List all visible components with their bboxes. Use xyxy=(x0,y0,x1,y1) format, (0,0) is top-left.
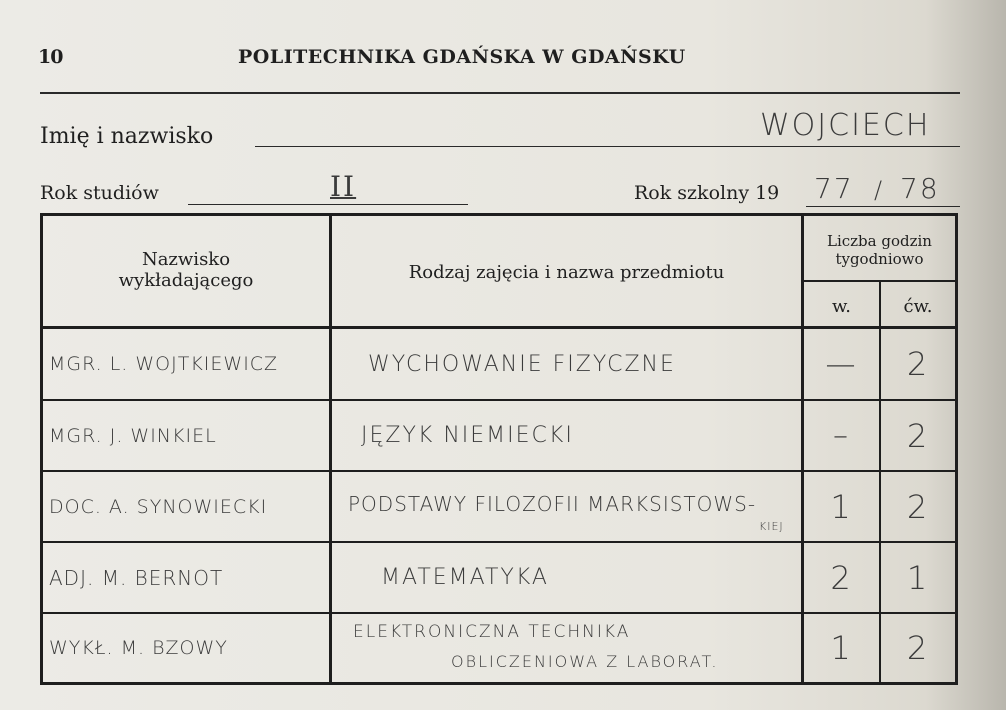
table-row-4-cw: 1 xyxy=(906,558,930,597)
table-row-3-subject-continued: KIEJ xyxy=(759,520,784,533)
school-year-label: Rok szkolny 19 xyxy=(634,182,780,204)
name-value: WOJCIECH xyxy=(760,108,931,143)
table-row-1-w: — xyxy=(825,346,858,382)
table-row-3-lecturer: DOC. A. SYNOWIECKI xyxy=(49,495,268,518)
table-row-5-subject-continued: OBLICZENIOWA Z LABORAT. xyxy=(451,652,719,671)
table-row-4-w: 2 xyxy=(830,558,853,597)
school-year-underline xyxy=(806,206,960,207)
table-row-3-subject: PODSTAWY FILOZOFII MARKSISTOWS- xyxy=(348,492,757,516)
table-row-5-subject: ELEKTRONICZNA TECHNIKA xyxy=(353,622,631,642)
column-header-lecturer: Nazwisko wykładającego xyxy=(118,249,254,291)
table-row-3-w: 1 xyxy=(830,487,853,526)
page-number: 10 xyxy=(38,46,63,68)
table-row-1-lecturer: MGR. L. WOJTKIEWICZ xyxy=(49,353,279,375)
column-header-w: w. xyxy=(832,296,851,317)
table-row-2-lecturer: MGR. J. WINKIEL xyxy=(49,424,217,447)
column-header-subject: Rodzaj zajęcia i nazwa przedmiotu xyxy=(408,262,725,283)
table-row-1-subject: WYCHOWANIE FIZYCZNE xyxy=(368,351,676,377)
name-label: Imię i nazwisko xyxy=(40,124,214,149)
table-row-1-cw: 2 xyxy=(906,345,930,383)
header-title: POLITECHNIKA GDAŃSKA W GDAŃSKU xyxy=(238,46,686,68)
table-row-2-subject: JĘZYK NIEMIECKI xyxy=(361,423,574,448)
table-row-5-lecturer: WYKŁ. M. BZOWY xyxy=(49,637,228,659)
column-header-cw: ćw. xyxy=(903,296,933,317)
school-year-separator: / xyxy=(874,176,885,204)
table-row-2-w: – xyxy=(833,418,850,453)
year-value: II xyxy=(330,170,357,203)
table-row-5-cw: 2 xyxy=(906,629,930,667)
header-rule xyxy=(40,92,960,94)
name-underline xyxy=(255,146,960,147)
table-row-2-cw: 2 xyxy=(906,416,930,455)
school-year-from: 77 xyxy=(814,172,854,205)
hours-subheader-rule xyxy=(804,280,955,282)
column-header-hours: Liczba godzin tygodniowo xyxy=(827,232,932,268)
table-row-4-subject: MATEMATYKA xyxy=(381,565,549,590)
year-label: Rok studiów xyxy=(40,182,159,204)
school-year-to: 78 xyxy=(900,172,940,205)
table-row-4-lecturer: ADJ. M. BERNOT xyxy=(49,565,224,590)
table-row-3-cw: 2 xyxy=(906,487,930,526)
year-underline xyxy=(188,204,468,205)
subjects-table xyxy=(40,213,958,685)
table-row-5-w: 1 xyxy=(830,629,853,667)
